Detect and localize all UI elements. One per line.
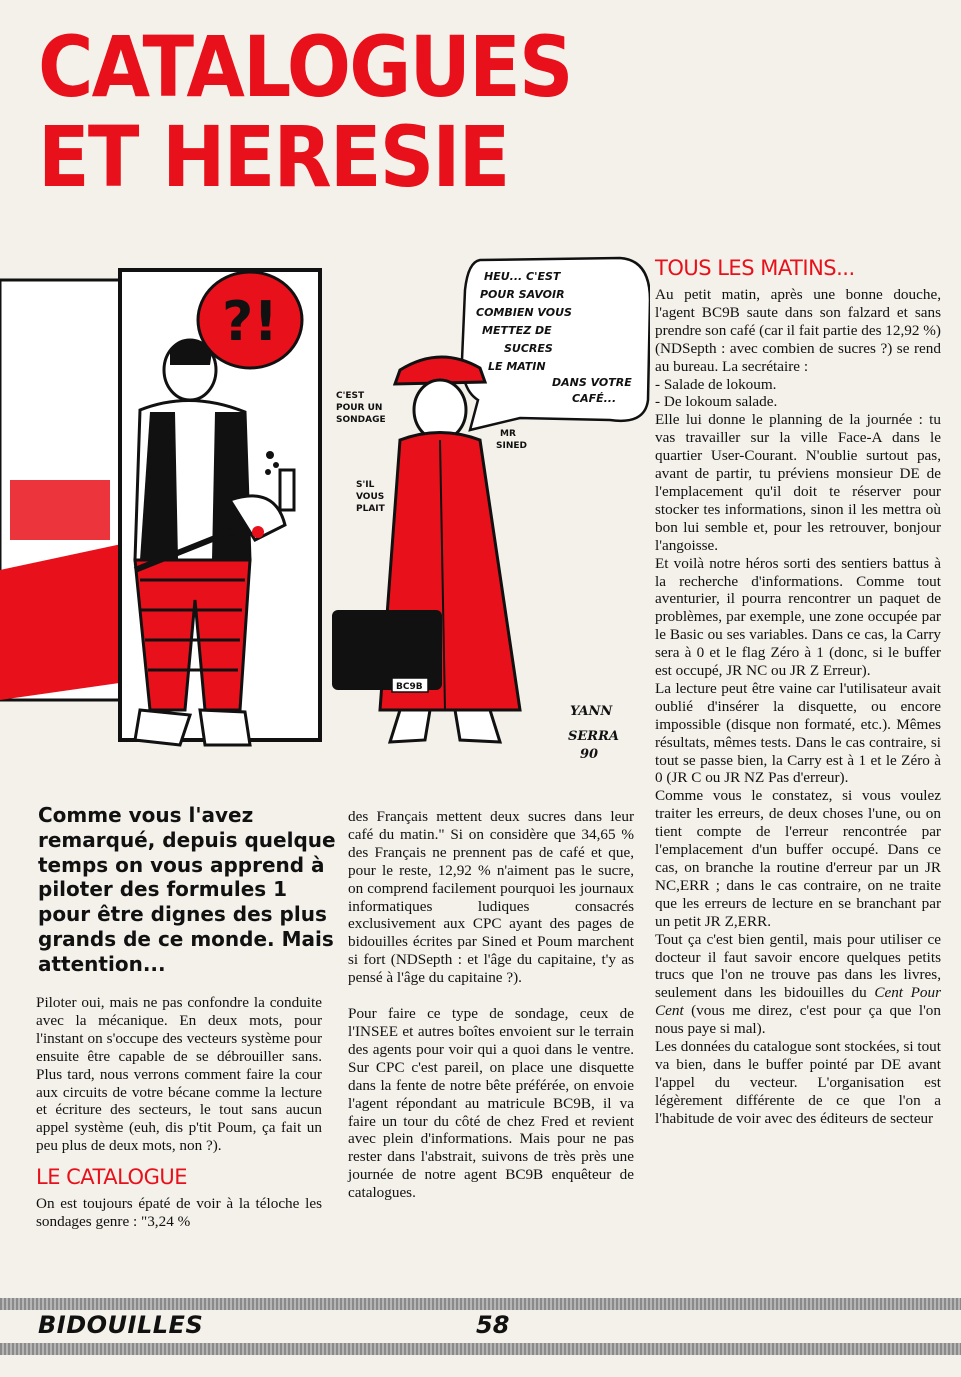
red-desk <box>10 480 110 540</box>
bubble-line-4: METTEZ DE <box>482 324 552 337</box>
speech-bubble <box>462 258 650 430</box>
bubble-line-7: DANS VOTRE <box>552 376 632 389</box>
paragraph-part: (vous me direz, c'est pour ça que l'on nous paye si mal). <box>655 1002 941 1038</box>
page-number: 58 <box>476 1311 510 1339</box>
title-line-1: CATALOGUES <box>38 18 572 116</box>
paragraph <box>655 931 941 1038</box>
note-sined-1: MR <box>500 429 516 439</box>
paragraph: des Français mettent deux sucres dans leur café du matin." Si on considère que 34,65 % des Français ne prennent pas de café et que, pour le reste, 12,92 % n'aiment pas le sucre, on comprend facilement pourquoi les journaux informatiques ludiques consacrés exclusivement aux CPC ayant des pages de bidouilles écrites par Sined et Poum marchent si fort (NDSepth : et l'âge du capitaine, t'y as pensé à l'âge du capitaine ?). <box>348 808 634 987</box>
footer-rule-bottom <box>0 1343 961 1355</box>
paragraph: Les données du catalogue sont stockées, si tout va bien, dans le buffer pointé par DE avant l'appel du vecteur. L'organisation est légèrement différente de ce que l'on a l'habitude de voir avec des éditeurs de secteur <box>655 1038 941 1127</box>
signature-name: YANN <box>570 704 613 719</box>
briefcase-label: BC9B <box>396 682 423 692</box>
bubble-line-2: POUR SAVOIR <box>480 288 565 301</box>
right-column <box>655 286 941 1128</box>
paragraph: Pour faire ce type de sondage, ceux de l'INSEE et autres boîtes envoient sur le terrain des agents pour voir qui a quoi dans le ventre. Sur CPC c'est pareil, on place une disquette dans la fente de notre bête préférée, on envoie l'agent répondant au matricule BC9B, il va faire un tour du côté de chez Fred et revient avec plein d'informations. Mais pour ne pas rester dans l'abstrait, suivons de très près une journée de notre agent BC9B enquêteur de catalogues. <box>348 1005 634 1202</box>
cartoon-svg <box>0 240 650 800</box>
cartoon-illustration <box>0 240 650 800</box>
bubble-line-8: CAFÉ... <box>572 392 617 405</box>
bubble-line-1: HEU... C'EST <box>484 270 561 283</box>
signature-surname: SERRA <box>568 729 619 744</box>
note-svp-1: S'IL <box>356 480 375 490</box>
middle-column <box>348 808 634 1202</box>
paragraph: - Salade de lokoum. <box>655 375 777 393</box>
paragraph: Et voilà notre héros sorti des sentiers battus à la recherche d'informations. Comme tout aventurier, il pourra rencontrer un paquet de problèmes, par exemple, une zone occupée par le Basic ou ses variables. Dans ce cas, la Carry sera à 0 et le flag Zéro à 1 (donc, si le buffer est occupé, JR NC ou JR Z Erreur). <box>655 554 941 680</box>
paragraph: Piloter oui, mais ne pas confondre la conduite avec la mécanique. En deux mots, pour l'instant on s'occupe des vecteurs système pour ensuite être capable de se débrouiller sans. Plus tard, nous verrons comment faire la cour aux circuits de votre bécane comme la lecture et écriture des secteurs, le tout sans aucun appel système (euh, dis p'tit Poum, ça fait un peu plus de deux mots, non ?). <box>36 994 322 1155</box>
thought-mark: ?! <box>222 290 278 353</box>
subhead-le-catalogue: LE CATALOGUE <box>36 1165 187 1190</box>
magazine-name: Cent Pour Cent <box>655 984 941 1020</box>
note-svp-2: VOUS <box>356 492 385 502</box>
bubble-line-5: SUCRES <box>504 342 553 355</box>
paragraph: Au petit matin, après une bonne douche, l'agent BC9B saute dans son falzard et sans prendre son café (car il fait partie des 12,92 %) (NDSepth : avec combien de sucres ?) se rend au bureau. La secrétaire : <box>655 286 941 375</box>
footer-rule-top <box>0 1298 961 1310</box>
paragraph: La lecture peut être vaine car l'utilisateur avait oublié d'insérer la disquette, ou encore impossible (disque non formaté, etc.). Mêmes résultats, mêmes tests. Dans le cas contraire, si tout se passe bien, la Carry est à 1 et le Zéro à 0 (JR C ou JR NZ Pas d'erreur). <box>655 679 941 787</box>
reverse-page-show-through <box>560 30 940 84</box>
bubble-line-3: COMBIEN VOUS <box>476 306 572 319</box>
footer-section-label: BIDOUILLES <box>38 1311 204 1339</box>
article-title <box>38 18 572 206</box>
signature-year: 90 <box>580 747 599 762</box>
lead-paragraph: Comme vous l'avez remarqué, depuis quelque temps on vous apprend à piloter des formules 1 pour être dignes des plus grands de ce monde. Mais attention... <box>38 803 336 976</box>
note-sondage-1: C'EST <box>336 391 365 401</box>
paragraph: Elle lui donne le planning de la journée : tu vas travailler sur la ville Face-A dans le quartier User-Courant. N'oublie surtout pas, avant de partir, tu préviens monsieur DE de l'emplacement qu'il doit te réserver pour stocker tes informations, sinon il les mettra où bon lui semble et, pour les retrouver, bonjour l'angoisse. <box>655 411 941 554</box>
door-handle <box>280 470 294 510</box>
note-sondage-3: SONDAGE <box>336 415 386 425</box>
note-svp-3: PLAIT <box>356 504 385 514</box>
note-sondage-2: POUR UN <box>336 403 383 413</box>
paragraph-part: Tout ça c'est bien gentil, mais pour utiliser ce docteur il faut savoir encore quelques petits trucs que l'on ne trouve pas dans les livres, seulement dans les bidouilles du <box>655 930 941 1002</box>
paragraph: Comme vous le constatez, si vous voulez traiter les erreurs, de deux choses l'une, ou on tient compte de l'erreur rencontrée par l'emplacement d'un buffer occupé. Dans ce cas, on branche la routine d'erreur par un JR NC,ERR ; dans le cas contraire, on ne traite que les erreurs de lecture en se branchant par un petit JR Z,ERR. <box>655 787 941 930</box>
title-line-2: ET HERESIE <box>38 108 509 206</box>
subhead-tous-les-matins: TOUS LES MATINS... <box>655 256 855 280</box>
bubble-line-6: LE MATIN <box>488 360 546 373</box>
left-column <box>36 994 322 1231</box>
note-sined-2: SINED <box>496 441 527 451</box>
paragraph: - De lokoum salade. <box>655 393 778 411</box>
paragraph: On est toujours épaté de voir à la téloche les sondages genre : "3,24 % <box>36 1195 322 1231</box>
